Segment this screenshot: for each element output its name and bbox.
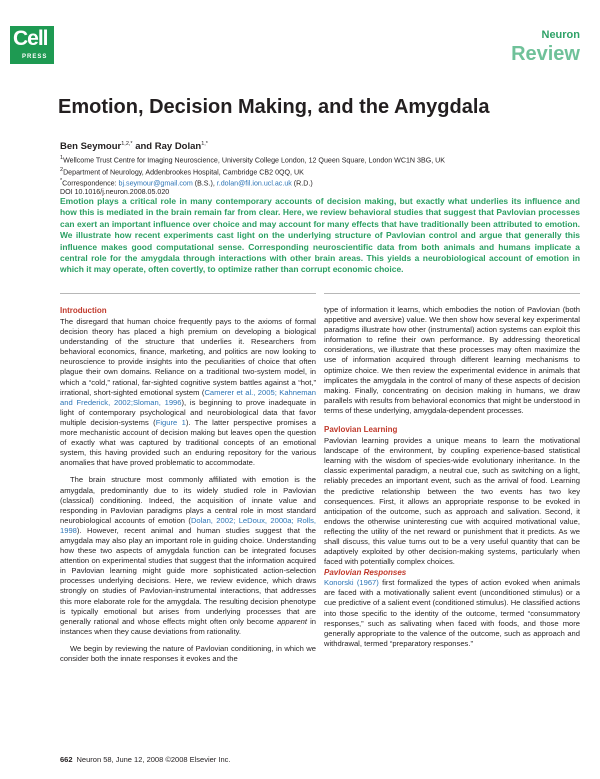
author-joiner: and bbox=[132, 141, 155, 153]
email-link[interactable]: r.dolan@fil.ion.ucl.ac.uk bbox=[216, 179, 292, 188]
paragraph: We begin by reviewing the nature of Pavlovian conditioning, in which we consider both the innate responses it evokes and the bbox=[60, 643, 316, 663]
page-number: 662 bbox=[60, 755, 73, 764]
text-run: first formalized the types of action evoked when animals are faced with a motivationally salient event (unconditioned stimulus) or a cue predictive of a salient event (conditioned stimulus). He classified actions into those specific to the identity of the outcome, termed “consummatory responses,” such as salivating when faced with foods, and those more generally appropriate to the valence of the outcome, such as approach and withdrawal, termed “preparatory responses.” bbox=[324, 578, 580, 648]
email-owner: (R.D.) bbox=[291, 179, 313, 188]
right-column bbox=[324, 305, 580, 649]
article-type: Review bbox=[511, 43, 580, 65]
section-heading-introduction: Introduction bbox=[60, 306, 107, 315]
correspondence-label: Correspondence: bbox=[62, 179, 119, 188]
author-superscript: 1,2,* bbox=[121, 141, 133, 147]
emphasis: apparent bbox=[276, 616, 307, 626]
doi: DOI 10.1016/j.neuron.2008.05.020 bbox=[60, 188, 170, 197]
author-name[interactable]: Ben Seymour bbox=[60, 141, 122, 153]
article-title: Emotion, Decision Making, and the Amygdala bbox=[58, 96, 490, 118]
citation-link[interactable]: Dolan, 2002; LeDoux, 2000a; Rolls, 1998 bbox=[60, 515, 316, 535]
affiliation-marker: 2 bbox=[60, 166, 64, 173]
affiliation-1 bbox=[60, 154, 580, 165]
journal-citation: Neuron 58, June 12, 2008 ©2008 Elsevier Inc. bbox=[76, 755, 231, 764]
left-column bbox=[60, 305, 316, 664]
abstract: Emotion plays a critical role in many contemporary accounts of decision making, but exactly what underlies its influence and how this is mediated in the brain remain far from clear. Here, we review behavioral studies that suggest that Pavlovian processes can exert an important influence over choice and may account for many effects that have traditionally been attributed to emotion. We illustrate how recent experiments cast light on the underlying structure of Pavlovian control and argue that generally this influence makes good computational sense. Corresponding neuroscientific data from both animals and humans implicate a central role for the amygdala through interactions with other brain areas. This yields a neurobiological account of emotion in which it may operate, often covertly, to optimize rather than corrupt economic choice. bbox=[60, 196, 580, 275]
text-run: ). The latter perspective promises a more mechanistic account of decision making but leaves open the question of exactly what was captured by traditional concepts of an emotional system, this having provided such an enduring repository for the various anomalies that have proved problematic to accommodate. bbox=[60, 417, 316, 468]
section-divider bbox=[324, 293, 580, 294]
paragraph: Pavlovian learning provides a unique means to learn the motivational landscape of the environment, by coupling experience-based statistical learning with the wisdom of species-wide evolutionary inheritance. In the classic experimental paradigm, a neutral cue, such as switching on a light, reliably precedes an important event, such as the arrival of food. Learning the predictive relationship between the two events has two key consequences. First, it allows an appropriate response to be evoked in anticipation of the outcome, such as approach and salivation. Second, it endows the otherwise uninteresting cue with acquired motivational value, reflecting the utility of the net reward or punishment that it predicts. As we shall discuss, this value turns out to be a very useful quantity that can be adaptively exploited by other decision-making systems, particularly when faced with potentially complex choices. bbox=[324, 436, 580, 567]
text-run: The brain structure most commonly affiliated with emotion is the amygdala, predominantly due to its widely studied role in Pavlovian (classical) conditioning. Indeed, the acquisition of innate value and responding in Pavlovian paradigms plays a central role in most standard neurobiological accounts of emotion ( bbox=[60, 475, 316, 525]
figure-link[interactable]: Figure 1 bbox=[155, 417, 186, 427]
journal-name: Neuron bbox=[541, 29, 580, 41]
affiliation-text: Department of Neurology, Addenbrookes Hospital, Cambridge CB2 0QQ, UK bbox=[63, 167, 304, 176]
affiliation-text: Wellcome Trust Centre for Imaging Neuroscience, University College London, 12 Queen Square, London WC1N 3BG, UK bbox=[63, 156, 446, 165]
paragraph bbox=[324, 578, 580, 649]
section-divider bbox=[60, 293, 316, 294]
author-name[interactable]: Ray Dolan bbox=[154, 141, 202, 153]
paragraph bbox=[60, 317, 316, 468]
text-run: in instances when they cause deviations from rationality. bbox=[60, 616, 316, 636]
email-owner: (B.S.), bbox=[192, 179, 217, 188]
text-run: ), is beginning to prove inadequate in light of contemporary psychological and neurobiological data that favor multiple decision-systems ( bbox=[60, 397, 316, 427]
citation-link[interactable]: Konorski (1967) bbox=[324, 578, 379, 588]
paragraph bbox=[60, 475, 316, 637]
citation-link[interactable]: Camerer et al., 2005; Kahneman and Frederick, 2002;Sloman, 1996 bbox=[60, 387, 316, 407]
paragraph: type of information it learns, which embodies the notion of Pavlovian (both appetitive and aversive) value. We then show how several key experimental paradigms illustrate how other (instrumental) action systems can exploit this information to refine their own performance. By addressing theoretical considerations, we illustrate that these processes may often maximize the use of information acquired through different learning mechanisms to optimize choice. We then review the experimental evidence in animals that implicates the amygdala in the control of many of these aspects of decision making. Finally, concentrating on decision making in humans, we draw parallels with results from behavioral economics that might be understood in terms of these underlying, amygdala-dependent processes. bbox=[324, 305, 580, 415]
author-superscript: 1,* bbox=[201, 141, 208, 147]
section-heading-pavlovian-learning: Pavlovian Learning bbox=[324, 425, 398, 435]
author-list bbox=[60, 138, 580, 153]
text-run: The disregard that human choice frequently pays to the axioms of formal decision theory has placed a high premium on developing a biological understanding of the structure that underlies it. Researchers from behavioral economics, finance, marketing, and politics are now looking to neuroscience to provide insights into the peculiarities of choice that often plague their own domains. Reliance on a traditional two-system model, in which a “cold,” rational, far-sighted cognitive system battles against a “hot,” irrational, short-sighted emotional system ( bbox=[60, 317, 316, 397]
email-link[interactable]: bj.seymour@gmail.com bbox=[118, 179, 193, 188]
correspondence bbox=[60, 177, 580, 188]
correspondence-marker: * bbox=[60, 177, 63, 184]
journal-header bbox=[511, 28, 580, 66]
cell-press-logo bbox=[10, 26, 54, 64]
text-run: ). However, recent animal and human studies suggest that the amygdala may also play an important role in guiding choice. Understanding how these two aspects of amygdala function can be integrated focuses attention on experimental studies that suggest that the information acquired in Pavlovian learning might guide more sophisticated action-selection processes underlying decisions. Here, we review evidence, which draws strongly on studies of Pavlovian-instrumental interactions, that addresses this more elaborate role for the amygdala. The resulting decision phenotype is typically emotional but arises from underlying processes that are generally rational and whose effects might often only become bbox=[60, 525, 316, 626]
page-footer bbox=[60, 755, 230, 765]
article-meta bbox=[60, 138, 580, 197]
affiliation-2 bbox=[60, 166, 580, 177]
logo-sub: PRESS bbox=[22, 54, 48, 60]
logo-word: Cell bbox=[13, 27, 48, 50]
subsection-heading-pavlovian-responses: Pavlovian Responses bbox=[324, 568, 407, 578]
affiliation-marker: 1 bbox=[60, 155, 64, 162]
